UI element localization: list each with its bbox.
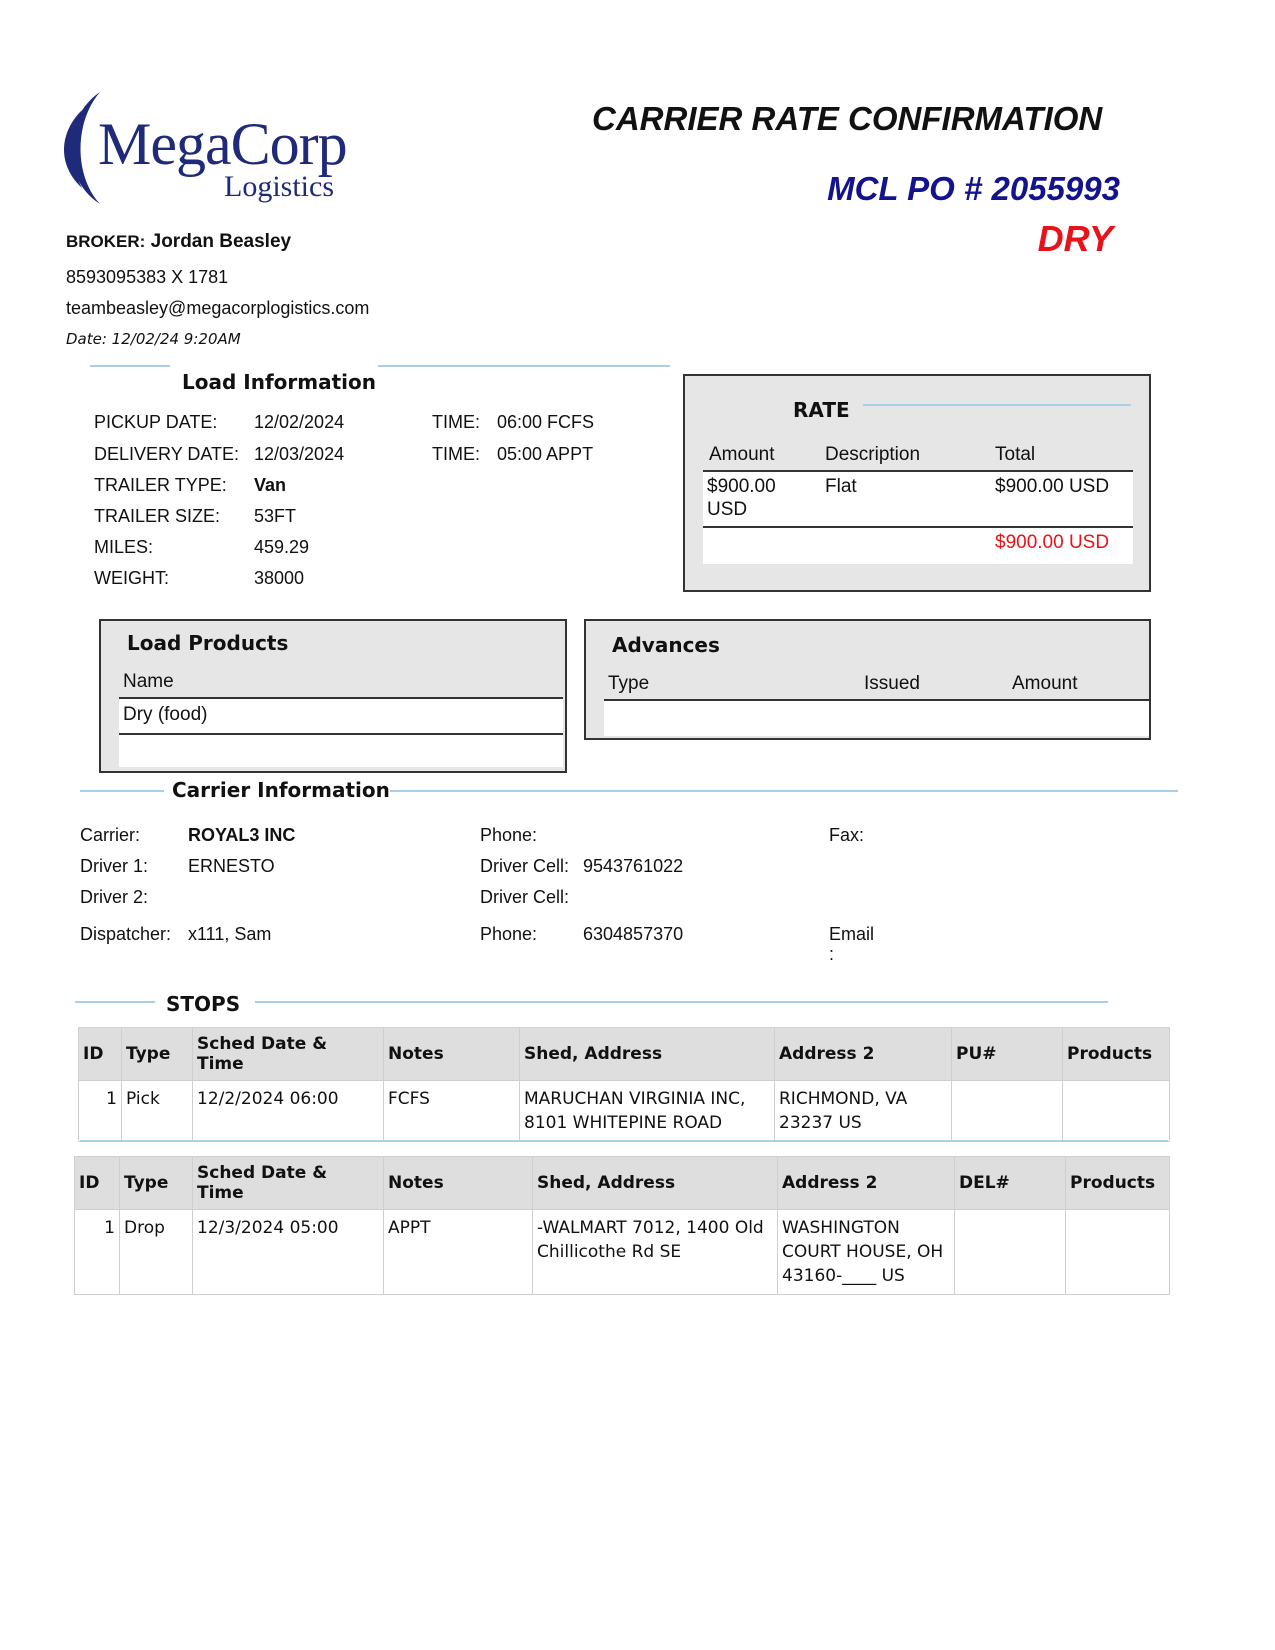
col-pu: PU#: [952, 1028, 1063, 1081]
col-notes: Notes: [384, 1028, 520, 1081]
col-notes: Notes: [384, 1157, 533, 1210]
carrier-name: ROYAL3 INC: [188, 825, 296, 845]
advances-heading: Advances: [612, 633, 720, 657]
load-products-box: [99, 619, 567, 773]
miles-label: MILES:: [94, 537, 154, 557]
email-label: Email: [829, 924, 875, 944]
stop-products: [1066, 1210, 1170, 1295]
products-table: [119, 697, 563, 767]
delivery-time: 05:00 APPT: [497, 444, 594, 464]
drop-header-row: [75, 1157, 1170, 1210]
driver2-cell-label: Driver Cell:: [480, 887, 570, 907]
table-row: [75, 1210, 1170, 1295]
pick-table: [78, 1027, 1170, 1142]
col-type: Type: [122, 1028, 193, 1081]
rate-col-description: Description: [825, 444, 921, 465]
stop-datetime: 12/2/2024 06:00: [193, 1081, 384, 1142]
dispatcher-name: x111, Sam: [188, 924, 272, 944]
products-divider: [119, 733, 563, 735]
broker-line: [66, 231, 291, 253]
stop-notes: APPT: [384, 1210, 533, 1295]
stop-products: [1063, 1081, 1170, 1142]
rate-col-total: Total: [995, 444, 1036, 465]
advances-box: [584, 619, 1151, 740]
stop-address2-line-2: COURT HOUSE, OH: [782, 1242, 944, 1262]
stop-address-line-1: -WALMART 7012, 1400 Old: [537, 1218, 764, 1238]
company-logo: [52, 88, 382, 213]
miles: 459.29: [254, 537, 310, 557]
divider: [90, 365, 170, 367]
document-date: Date: 12/02/24 9:20AM: [66, 330, 241, 348]
pickup-date: 12/02/2024: [254, 412, 345, 432]
rate-col-amount: Amount: [709, 444, 775, 465]
stop-id: 1: [79, 1081, 122, 1142]
broker-label: BROKER:: [66, 232, 146, 251]
stop-address-line-2: 8101 WHITEPINE ROAD: [524, 1113, 723, 1133]
broker-email[interactable]: teambeasley@megacorplogistics.com: [66, 298, 370, 318]
stop-pu: [952, 1081, 1063, 1142]
po-number: MCL PO # 2055993: [827, 170, 1120, 207]
advances-table: [604, 699, 1149, 736]
dispatcher-phone-label: Phone:: [480, 924, 538, 944]
stop-del: [955, 1210, 1066, 1295]
col-id: ID: [75, 1157, 120, 1210]
document-title: CARRIER RATE CONFIRMATION: [592, 100, 1103, 137]
advances-col-amount: Amount: [1012, 673, 1078, 694]
pick-header-row: [79, 1028, 1170, 1081]
advances-col-issued: Issued: [864, 673, 920, 694]
driver-cell: 9543761022: [583, 856, 684, 876]
carrier-fax-label: Fax:: [829, 825, 865, 845]
trailer-type: Van: [254, 475, 287, 495]
driver1-label: Driver 1:: [80, 856, 149, 876]
rate-amount-line-2: USD: [707, 499, 748, 520]
weight-label: WEIGHT:: [94, 568, 169, 588]
col-products: Products: [1063, 1028, 1170, 1081]
delivery-time-label: TIME:: [432, 444, 480, 464]
col-id: ID: [79, 1028, 122, 1081]
divider: [255, 1001, 1108, 1003]
driver-cell-label: Driver Cell:: [480, 856, 570, 876]
rate-table: [703, 470, 1133, 564]
col-address2: Address 2: [778, 1157, 955, 1210]
driver1-name: ERNESTO: [188, 856, 275, 876]
rate-box: [683, 374, 1151, 592]
rate-description: Flat: [825, 476, 857, 497]
stop-notes: FCFS: [384, 1081, 520, 1142]
delivery-date: 12/03/2024: [254, 444, 345, 464]
col-address2: Address 2: [775, 1028, 952, 1081]
col-del: DEL#: [955, 1157, 1066, 1210]
delivery-date-label: DELIVERY DATE:: [94, 444, 240, 464]
pickup-time-label: TIME:: [432, 412, 480, 432]
table-row: [79, 1081, 1170, 1142]
load-products-heading: Load Products: [127, 631, 289, 655]
driver2-label: Driver 2:: [80, 887, 149, 907]
load-category: DRY: [1037, 218, 1113, 259]
stop-type: Pick: [122, 1081, 193, 1142]
advances-col-type: Type: [608, 673, 650, 694]
divider: [80, 1140, 1168, 1142]
rate-grand-total: $900.00 USD: [995, 532, 1110, 553]
pickup-time: 06:00 FCFS: [497, 412, 595, 432]
load-info-heading: Load Information: [182, 370, 376, 394]
stop-address2-line-1: RICHMOND, VA: [779, 1089, 908, 1109]
stop-id: 1: [75, 1210, 120, 1295]
stop-address: [520, 1081, 775, 1142]
products-col-name: Name: [123, 671, 174, 692]
stop-address2-line-3: 43160-____ US: [782, 1266, 905, 1286]
stop-address2-line-1: WASHINGTON: [782, 1218, 900, 1238]
divider: [378, 365, 670, 367]
rate-total: $900.00 USD: [995, 476, 1110, 497]
trailer-size-label: TRAILER SIZE:: [94, 506, 221, 526]
stop-address2: [775, 1081, 952, 1142]
logo-subtitle: Logistics: [224, 170, 334, 203]
trailer-size: 53FT: [254, 506, 297, 526]
product-item: Dry (food): [123, 704, 208, 725]
divider: [863, 404, 1131, 406]
dispatcher-phone: 6304857370: [583, 924, 684, 944]
divider: [80, 790, 164, 792]
col-datetime: Sched Date & Time: [193, 1028, 384, 1081]
carrier-phone-label: Phone:: [480, 825, 538, 845]
divider: [75, 1001, 155, 1003]
carrier-info-heading: Carrier Information: [172, 778, 390, 802]
broker-phone: 8593095383 X 1781: [66, 267, 229, 287]
stop-address-line-1: MARUCHAN VIRGINIA INC,: [524, 1089, 746, 1109]
col-type: Type: [120, 1157, 193, 1210]
stop-address: [533, 1210, 778, 1295]
rate-heading: RATE: [793, 398, 850, 422]
col-datetime: Sched Date & Time: [193, 1157, 384, 1210]
broker-name: Jordan Beasley: [150, 231, 292, 252]
col-products: Products: [1066, 1157, 1170, 1210]
dispatcher-label: Dispatcher:: [80, 924, 172, 944]
trailer-type-label: TRAILER TYPE:: [94, 475, 227, 495]
col-address: Shed, Address: [520, 1028, 775, 1081]
divider: [390, 790, 1178, 792]
stop-type: Drop: [120, 1210, 193, 1295]
rate-divider: [703, 526, 1133, 528]
drop-table: [74, 1156, 1170, 1295]
stop-address-line-2: Chillicothe Rd SE: [537, 1242, 682, 1262]
logo-name: MegaCorp: [98, 111, 347, 177]
stop-address2-line-2: 23237 US: [779, 1113, 862, 1133]
stop-datetime: 12/3/2024 05:00: [193, 1210, 384, 1295]
stop-address2: [778, 1210, 955, 1295]
col-address: Shed, Address: [533, 1157, 778, 1210]
carrier-label: Carrier:: [80, 825, 141, 845]
rate-amount-line-1: $900.00: [707, 476, 776, 497]
stops-heading: STOPS: [166, 992, 241, 1016]
pickup-date-label: PICKUP DATE:: [94, 412, 218, 432]
weight: 38000: [254, 568, 305, 588]
email-label-colon: :: [829, 944, 835, 964]
